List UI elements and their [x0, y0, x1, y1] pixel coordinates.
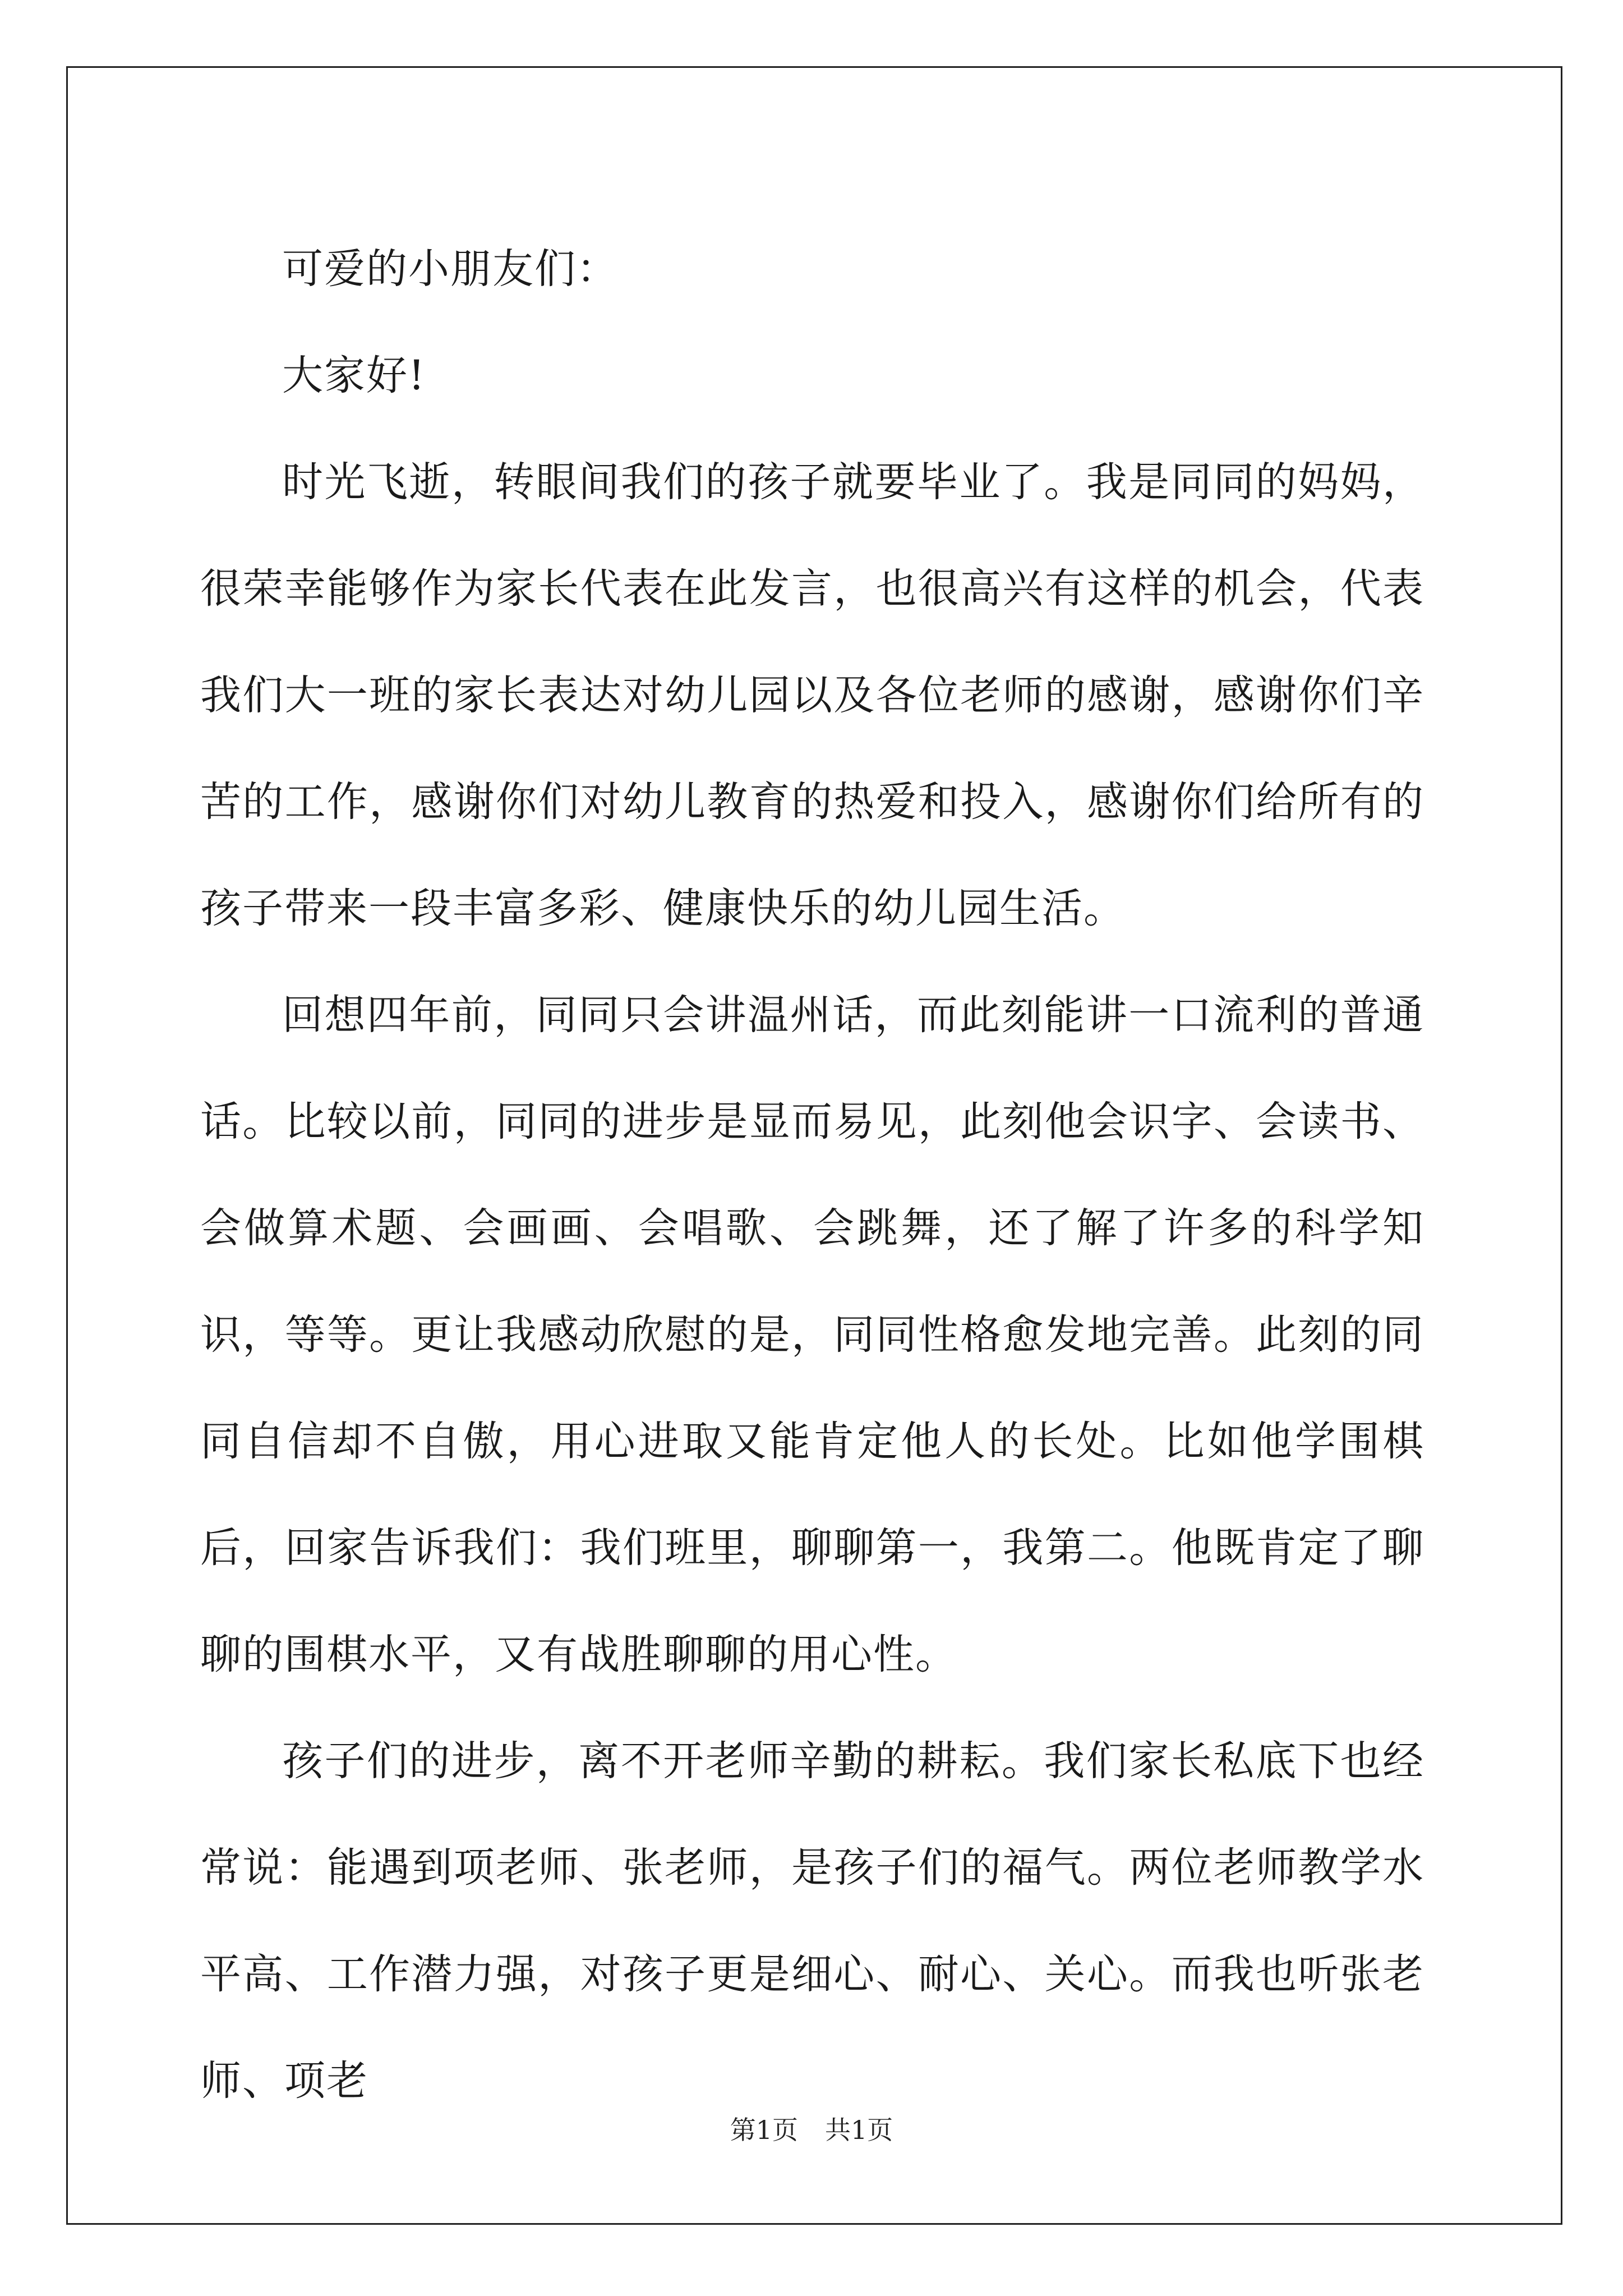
page-footer: [0, 2113, 1623, 2147]
paragraph-teachers: 孩子们的进步，离不开老师辛勤的耕耘。我们家长私底下也经常说：能遇到项老师、张老师，是孩子们的福气。两位老师教学水平高、工作潜力强，对孩子更是细心、耐心、关心。而我也听张老师、项老: [200, 1737, 1424, 2105]
paragraph-greeting: 大家好!: [282, 352, 426, 399]
paragraph-salutation: 可爱的小朋友们：: [282, 245, 619, 293]
paragraph-intro: 时光飞逝，转眼间我们的孩子就要毕业了。我是同同的妈妈，很荣幸能够作为家长代表在此发言，也很高兴有这样的机会，代表我们大一班的家长表达对幼儿园以及各位老师的感谢，感谢你们辛苦的工作，感谢你们对幼儿教育的热爱和投入，感谢你们给所有的孩子带来一段丰富多彩、健康快乐的幼儿园生活。: [200, 458, 1424, 932]
document-body: [200, 216, 1424, 2134]
paragraph-progress: 回想四年前，同同只会讲温州话，而此刻能讲一口流利的普通话。比较以前，同同的进步是显而易见，此刻他会识字、会读书、会做算术题、会画画、会唱歌、会跳舞，还了解了许多的科学知识，等等。更让我感动欣慰的是，同同性格愈发地完善。此刻的同同自信却不自傲，用心进取又能肯定他人的长处。比如他学围棋后，回家告诉我们：我们班里，聊聊第一，我第二。他既肯定了聊聊的围棋水平，又有战胜聊聊的用心性。: [200, 991, 1424, 1678]
page-total: 共1页: [825, 2115, 893, 2145]
page-number: 第1页: [730, 2115, 798, 2145]
